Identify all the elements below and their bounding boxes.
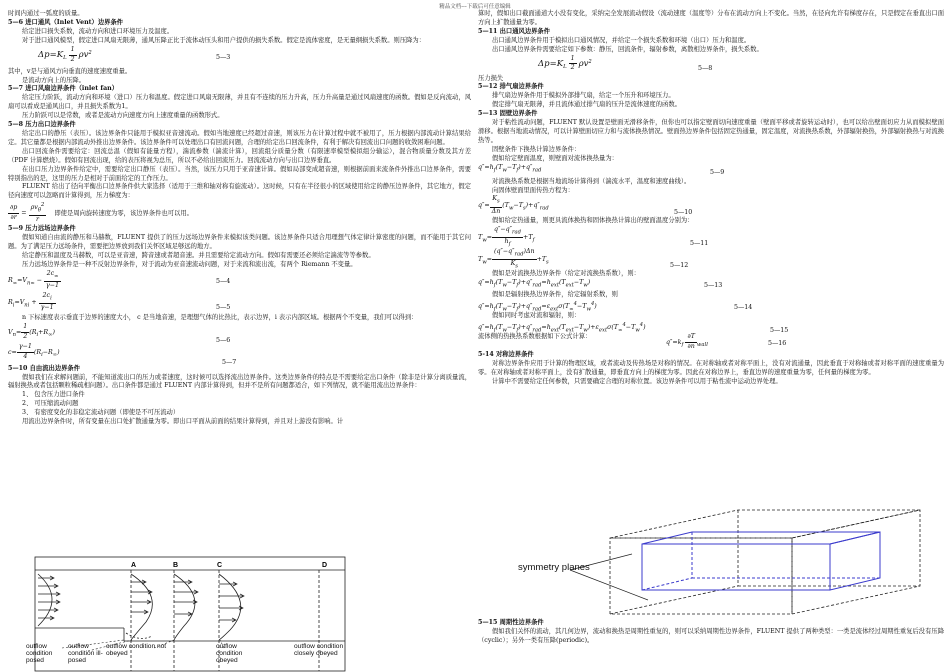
paragraph: n 下标速度表示垂直于边界的速度大小， c 是当地音速，是理想气体的比热比，表示边界，i 表示内部区域。根据两个不变量，我们可以得到：: [22, 313, 418, 321]
paragraph: 算时，假如出口截面通道大小没有变化，采纳完全发展流动假设（流动速度（温度等）分布在流动方向上不变化。当然，在径向允许有梯度存在，只是假定在垂直出口面方向上扩散通量为零。: [478, 10, 944, 26]
equation-5-14: $q''=h_f(T_w-T_f)+q''_{rad}=\varepsilon_{ext}\sigma(T_\infty^4-T_w^4)$ 5—14: [478, 301, 753, 313]
paragraph: 给定压力阶跃，流动方向和环境（进口）压力和温度。假定进口风扇无限薄，并且有不连续的压力升高，压力升高量是通过风扇速度的函数。假如是反向流动，风扇可以看成是通风出口，并且损失系数为1。: [8, 94, 471, 111]
equation-radial-equilibrium: $\frac{\partial p}{\partial r}$ = $\frac{\rho v_\theta^2}{r}$ 即使是周向旋转速度为零，该边界条件也可以用。: [10, 202, 193, 224]
section-heading-5-8: 5—8 压力出口边界条件: [8, 121, 76, 129]
paragraph: 假如我们关怀的流动，其几何边界，流动和换热是周期性重复的，则可以采纳周期性边界条件，FLUENT 提供了两种类型：一类是流体经过周期性重复后没有压降（cyclic）；另外一类有压降(periodic)。: [478, 627, 944, 644]
section-heading-5-10: 5—10 自由流出边界条件: [8, 364, 81, 372]
equation-5-13: $q''=h_f(T_w-T_f)+q''_{rad}=h_{ext}(T_{ext}-T_w)$ 5—13: [478, 279, 723, 290]
section-heading-5-12: 5—12 排气扇边界条件: [478, 83, 544, 91]
symmetry-planes: [610, 510, 920, 614]
paragraph: 压力损失: [478, 74, 504, 82]
paragraph: FLUENT 给出了径向平衡出口边界条件供大家选择（适用于三维和轴对称有旋流动）。这时候，只有在半径很小的区域使用给定的静压边界条件，其它地方，假定径向速度可以忽略而计算得到，压力梯度为：: [8, 183, 471, 200]
paragraph-with-equation: [478, 333, 944, 351]
equation-5-12: $T_w=$ $\frac{(q''-q''_{rad})\Delta n}{K_s}$ $+T_s$ 5—12: [478, 248, 689, 270]
paragraph: 假定排气扇无限薄，并且流体通过排气扇的压升是流体速度的函数。: [492, 101, 681, 109]
equation-number: 5—10: [674, 209, 693, 217]
equation-5-8: $\Delta p=K_L$ $\frac{1}{2}$ $\rho v^2$ 5—8: [538, 54, 713, 72]
paragraph: 是流动方向上的压降。: [22, 76, 85, 84]
equation-5-16: $q''=k_f$ $\frac{\partial T}{\partial n}$ $_{wall}$: [666, 333, 708, 350]
section-heading-5-11: 5—11 出口通风边界条件: [478, 27, 551, 35]
paragraph: 用流出边界条件时，所有变量在出口处扩散通量为零。即出口平面从前面的结果计算得到，并且对上游没有影响。计: [22, 418, 344, 426]
caption-posed: outflow condition posed: [26, 643, 53, 665]
paragraph: 压力远场边界条件是一种不反射边界条件，对于流动为亚音速流动问题，对于来流和流出流，有两个 Riemann 不变量。: [22, 260, 357, 268]
paragraph: 假如知道自由流的静压和马赫数，FLUENT 提供了的压力远场边界条件来模拟该类问题。该边界条件只适合用理想气体定律计算密度的问题，而不能用于其它问题。为了满足压力远场条件，需要把边界放到我们关怀区域足够远的地方。: [8, 234, 471, 251]
paragraph: 排气扇边界条件用于模拟外部排气扇，给定一个压升和环境压力。: [492, 92, 675, 100]
equation-5-11: $T_w=$ $\frac{q''-q''_{rad}}{h_f}$ $+T_f$ 5—11: [478, 226, 709, 248]
section-heading-5-9: 5—9 压力远场边界条件: [8, 225, 76, 233]
section-heading-5-15: 5—15 周期性边界条件: [478, 619, 544, 626]
equation-5-15: $q''=h_f(T_w-T_f)+q''_{rad}=h_{ext}(T_{ext}-T_w)+\varepsilon_{ext}\sigma(T_\infty^4-T_w^4)$ 5—15: [478, 322, 789, 335]
label-leader: [570, 570, 648, 600]
equation-number: 5—16: [768, 340, 787, 348]
list-item: 3、 有密度变化的非稳定流动问题（即使是不可压流动）: [22, 409, 180, 417]
equation-note: 即使是周向旋转速度为零，该边界条件也可以用。: [54, 209, 193, 217]
equation-5-6: $V_n=$ $\frac{1}{2}$ $(R_i+R_\infty)$ 5—6: [8, 322, 231, 344]
paragraph: 给定出口的静压（表压）。该边界条件只能用于模拟亚音速流动。假如当地速度已经超过音速，则该压力在计算过程中就不被用了，压力根据内部流动计算结果给定。其它量都是根据内部流动外推出边界条件。该边界条件可以处理出口有回流问题，合理的给定出口回流条件，有利于解决有回流出口问题的收敛困难问题。: [8, 129, 471, 146]
caption-ill-posed: outflow condition ill-posed: [68, 643, 103, 665]
paragraph: 其中，v是与通风方向垂直的速度速度重量。: [8, 67, 132, 75]
equation-number: 5—14: [734, 304, 753, 312]
paragraph: 对称边界条件应用于计算的物理区域，或者流动及传热场是对称的情况。在对称轴或者对称平面上，没有对流通量，因此垂直于对称轴或者对称平面的速度重量为零。在对称轴或者对称平面上，没有扩散通量，即垂直方向上的梯度为零。因此在对称边界上，垂直边界的速度重量为零，任何量的梯度为零。: [478, 359, 944, 376]
paragraph: 压力阶跃可以是常数，或者是流动方向速度方向上速度重量的函数形式。: [22, 112, 224, 120]
equation-number: 5—12: [670, 262, 689, 270]
paragraph: 假如是辐射换热边界条件，给定辐射系数，则: [492, 291, 618, 299]
paragraph: 向固体壁面里面传热方程为：: [492, 186, 574, 194]
paragraph: 对于粘性流动问题，FLUENT 默认设置是壁面无滑移条件，但你也可以指定壁面切向速度重量（壁面平移或者旋转运动时），也可以给出壁面切应力从而模拟壁面滑移。根据当地流动情况，可以计算壁面切应力和与流体换热情况。壁面热边界条件包括固定热通量，固定温度，对流换热系数，外部辐射换热，外部辐射换热与对流换热等。: [478, 119, 944, 144]
paragraph: 时间内通过一弧度的质量。: [8, 10, 84, 17]
label-d: D: [322, 562, 328, 569]
equation-5-10: q″= $\frac{K_s}{\Delta n}$ $(T_w-T_s)+q''_{rad}$ 5—10: [478, 195, 693, 217]
paragraph: 假如我们在求解问题前，不能知道流出口的压力或者速度，这时候可以选择流出边界条件。这类边界条件的特点是不需要给定出口条件（除非是计算分离质量流，辐射换热或者包括颗粒稀疏相问题）。出口条件都是通过 FLUENT 内部计算得到，但并不是所有问题都适合，如下列情况，就不能用流出边界条件：: [8, 373, 471, 390]
right-column-bottom: [478, 619, 944, 646]
paragraph: 给定静压和温度及马赫数，可以是亚音速，跨音速或者超音速。并且需要给定流动方向。假如有需要还必须给定湍流等等参数。: [22, 251, 375, 259]
left-column: [8, 10, 471, 427]
paragraph: 假如同时考虑对流和辐射，则：: [492, 312, 581, 320]
equation-number: 5—15: [770, 327, 789, 335]
label-a: A: [131, 562, 137, 569]
paragraph: 出口通风边界条件用于模拟出口通风情况，并给定一个损失系数和环境（出口）压力和温度。: [492, 36, 751, 44]
paragraph: 对流换热系数是根据当地流场计算得到（湍流水平，温度和速度曲线）。: [492, 177, 691, 185]
paragraph: 假如是对流换热边界条件（给定对流换热系数），则：: [492, 270, 640, 278]
caption-obeyed: outflow condition obeyed: [216, 643, 243, 665]
section-heading-5-7: 5—7 进口风扇边界条件（inlet fan）: [8, 85, 119, 93]
label-c: C: [217, 562, 223, 569]
equation-number: 5—13: [704, 282, 723, 290]
paragraph: 计算中不需要给定任何参数，只需要确定合理的对称位置。该边界条件可以用于粘性流中运动边界处理。: [492, 377, 782, 385]
equation-number: 5—6: [216, 336, 231, 344]
section-heading-5-14: 5-14 对称边界条件: [478, 351, 534, 359]
section-heading-5-13: 5—13 固壁边界条件: [478, 110, 538, 118]
equation-number: 5—8: [698, 64, 713, 72]
periodic-channel: [642, 532, 880, 590]
paragraph: 出口回流条件需要给定：回流总温（假如有能量方程），湍流参数（湍流计算），回流组分质量分数（有限速率模型模拟组分输运），混合物质量分数及其方差（PDF 计算燃烧）。假如有回流出现，给的表压将视为总压，所以不必给出回流压力。回流流动方向与出口边界垂直。: [8, 147, 471, 164]
paragraph: 固壁条件下换热计算边界条件：: [492, 145, 581, 153]
list-item: 2、 可压缩流动问题: [22, 400, 79, 408]
equation-5-3: $\Delta p=K_L$ $\frac{1}{2}$ $\rho v^2$ 5—3: [38, 45, 231, 63]
diagram-captions: [26, 643, 366, 672]
caption-closely-obeyed: outflow condition closely obeyed: [294, 643, 344, 658]
paragraph: 出口通风边界条件需要给定如下参数：静压，回流条件，辐射参数，离散相边界条件，损失系数。: [492, 45, 763, 53]
right-column: [478, 10, 944, 387]
equation-number: 5—7: [222, 358, 237, 366]
paragraph: 流体侧的热换热系数根据如下公式计算：: [478, 333, 592, 341]
paragraph: 给定进口损失系数，流动方向和进口环境压力及温度。: [22, 27, 174, 35]
equation-number: 5—11: [690, 240, 709, 248]
label-b: B: [173, 562, 179, 569]
symmetry-planes-label: symmetry planes: [518, 562, 590, 573]
page-header: 精品文档---下载后可任意编辑: [439, 4, 511, 10]
equation-number: 5—3: [216, 53, 231, 61]
equation-number: 5—5: [216, 303, 231, 311]
section-heading-5-6: 5—6 进口通风（Inlet Vent）边界条件: [8, 18, 124, 26]
equation-5-5: $R_i=V_{ni}$ + $\frac{2c_i}{\gamma-1}$ 5—5: [8, 291, 231, 311]
equation-5-4: $R_\infty=V_{n\infty}$ − $\frac{2c_\infty}{\gamma-1}$ 5—4: [8, 269, 231, 289]
equation-number: 5—4: [216, 277, 231, 285]
list-item: 1、 包含压力进口条件: [22, 391, 85, 399]
paragraph: 假如给定壁面温度，则壁面对流体换热量为：: [492, 154, 618, 162]
equation-5-9: $q''=h_f(T_w-T_f)+q''_{rad}$ 5—9: [478, 163, 725, 176]
paragraph: 对于进口通风模型，假定进口风扇无限薄，通风压降正比于流体动压头和用户提供的损失系数。假定是流体密度，是无量纲损失系数。则压降为：: [22, 36, 425, 44]
paragraph: 假如给定热通量，则更具流体换热和固体换热计算出的壁面温度分别为：: [492, 217, 694, 225]
equation-number: 5—9: [710, 168, 725, 176]
paragraph: 在出口压力边界条件给定中，需要给定出口静压（表压）。当然，该压力只用于亚音速计算。假如局部变成超音速，则根据前面来流条件外推出口边界条件，需要特别指出的是，这里的压力是相对于前面给定的工作压力。: [8, 165, 471, 182]
caption-not-obeyed: outflow condition not obeyed: [106, 643, 167, 658]
equation-5-7: c= $\frac{\gamma-1}{4}$ $(R_i-R_\infty)$ 5—7: [8, 342, 237, 366]
